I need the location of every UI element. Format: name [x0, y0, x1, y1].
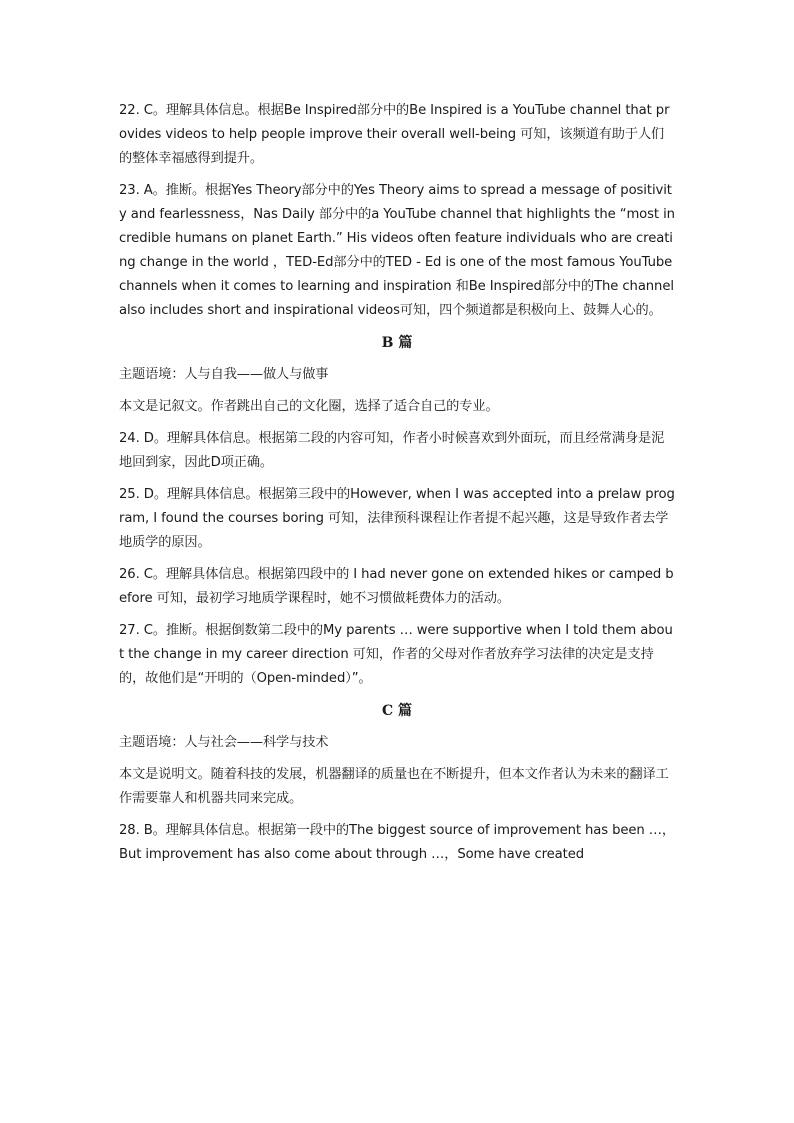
- explanation-q22: 22. C。理解具体信息。根据Be Inspired部分中的Be Inspired is a YouTube channel that provides videos to help people improve their overall well-being 可知，该频道有助于人们的整体幸福感得到提升。: [119, 103, 670, 166]
- section-b-title: B 篇: [381, 335, 413, 351]
- explanation-q25: 25. D。理解具体信息。根据第三段中的However, when I was accepted into a prelaw program, I found the courses boring 可知，法律预科课程让作者提不起兴趣，这是导致作者去学地质学的原因。: [119, 487, 675, 550]
- explanation-q27: 27. C。推断。根据倒数第二段中的My parents … were supportive when I told them about the change in my career direction 可知，作者的父母对作者放弃学习法律的决定是支持的，故他们是“开明的（Open-minded）”。: [119, 623, 673, 686]
- explanation-q26: 26. C。理解具体信息。根据第四段中的 I had never gone on extended hikes or camped before 可知，最初学习地质学课程时，她不习惯做耗费体力的活动。: [119, 567, 674, 606]
- answer-explanations-page: [119, 99, 675, 875]
- section-c-intro: 本文是说明文。随着科技的发展，机器翻译的质量也在不断提升，但本文作者认为未来的翻译工作需要靠人和机器共同来完成。: [119, 767, 669, 806]
- section-b-intro: 本文是记叙文。作者跳出自己的文化圈，选择了适合自己的专业。: [119, 399, 499, 414]
- explanation-q28: 28. B。理解具体信息。根据第一段中的The biggest source of improvement has been …，But improvement has also come about through …，Some have created: [119, 823, 675, 862]
- explanation-q23: 23. A。推断。根据Yes Theory部分中的Yes Theory aims to spread a message of positivity and fearlessness，Nas Daily 部分中的a YouTube channel that highlights the “most incredible humans on planet Earth.” His videos often feature individuals who are creating change in the world ，TED-Ed部分中的TED - Ed is one of the most famous YouTube channels when it comes to learning and inspiration 和Be Inspired部分中的The channel also includes short and inspirational videos可知，四个频道都是积极向上、鼓舞人心的。: [119, 183, 675, 318]
- section-c-title: C 篇: [381, 703, 413, 719]
- section-c-theme: 主题语境：人与社会——科学与技术: [119, 735, 329, 750]
- explanation-q24: 24. D。理解具体信息。根据第二段的内容可知，作者小时候喜欢到外面玩，而且经常满身是泥地回到家，因此D项正确。: [119, 431, 665, 470]
- section-b-theme: 主题语境：人与自我——做人与做事: [119, 367, 329, 382]
